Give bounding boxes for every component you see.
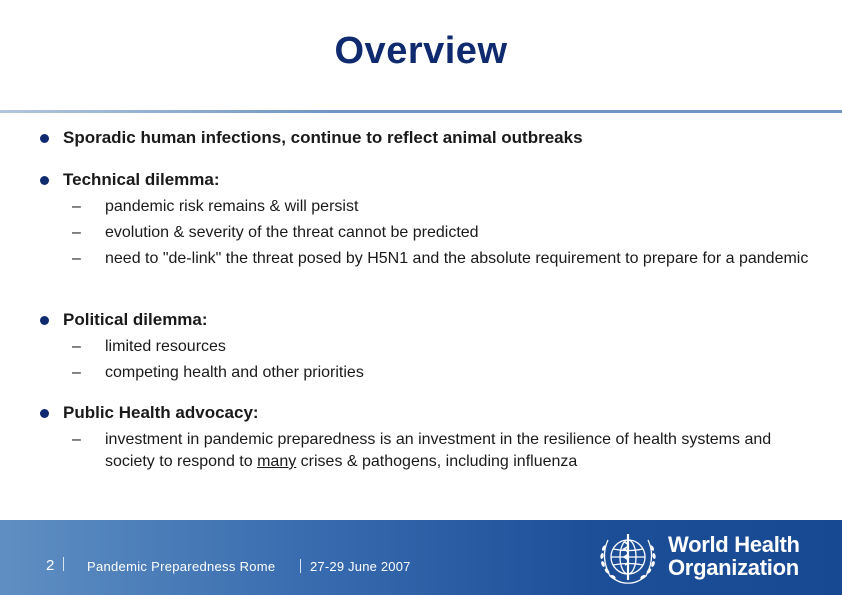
dash-icon: – [72, 364, 81, 381]
dash-icon: – [72, 250, 81, 267]
sub-bullet-item [72, 362, 812, 384]
dash-icon: – [72, 198, 81, 215]
who-emblem-icon [594, 528, 662, 588]
page-number: 2 [46, 557, 55, 574]
slide-footer [0, 520, 842, 595]
sub-bullet-item [72, 196, 812, 218]
bullet-text: Technical dilemma: [63, 170, 220, 189]
bullet-item [40, 128, 583, 148]
sub-bullet-text [105, 429, 812, 473]
sub-bullet-text: pandemic risk remains & will persist [105, 198, 359, 215]
bullet-item [40, 170, 220, 190]
organization-name-line: World Health [668, 532, 800, 557]
footer-divider [300, 559, 301, 573]
dash-icon: – [72, 224, 81, 241]
bullet-dot-icon [40, 134, 49, 143]
sub-bullet-item [72, 248, 812, 270]
underlined-word: many [257, 453, 297, 470]
event-name: Pandemic Preparedness Rome [87, 559, 276, 574]
dash-icon: – [72, 431, 81, 448]
bullet-text: Political dilemma: [63, 310, 208, 329]
bullet-dot-icon [40, 316, 49, 325]
sub-bullet-item [72, 222, 812, 244]
organization-name-line: Organization [668, 555, 799, 580]
sub-bullet-item [72, 429, 812, 473]
sub-bullet-text-part: crises & pathogens, including influenza [296, 453, 578, 470]
event-date: 27-29 June 2007 [310, 559, 411, 574]
sub-bullet-text: competing health and other priorities [105, 364, 364, 381]
sub-bullet-text: limited resources [105, 338, 226, 355]
sub-bullet-text: need to "de-link" the threat posed by H5N1 and the absolute requirement to prepare for a pandemic [105, 250, 809, 267]
bullet-item [40, 310, 208, 330]
dash-icon: – [72, 338, 81, 355]
sub-bullet-text: evolution & severity of the threat cannot be predicted [105, 224, 479, 241]
organization-name [668, 533, 800, 579]
bullet-dot-icon [40, 409, 49, 418]
slide-title: Overview [334, 30, 508, 72]
bullet-item [40, 403, 259, 423]
sub-bullet-text-part: investment in pandemic preparedness is an investment in the resilience of health systems and society to respond to [105, 431, 772, 470]
footer-divider [63, 557, 64, 571]
sub-bullet-item [72, 336, 812, 358]
bullet-text: Sporadic human infections, continue to reflect animal outbreaks [63, 128, 583, 147]
bullet-dot-icon [40, 176, 49, 185]
bullet-text: Public Health advocacy: [63, 403, 259, 422]
